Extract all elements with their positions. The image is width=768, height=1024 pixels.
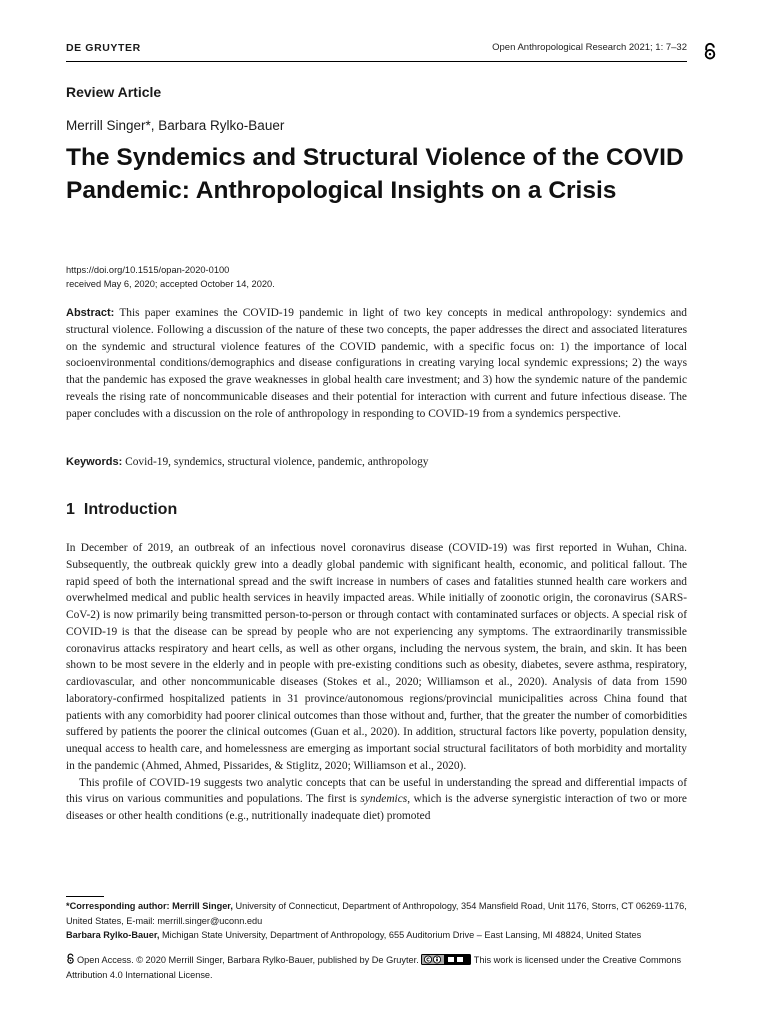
article-type: Review Article <box>66 84 162 100</box>
section-heading <box>66 501 177 519</box>
paragraph-2-end: , which is the adverse synergistic interaction of two or more diseases or other health conditions (e.g., nutritionally inadequate diet) promoted <box>66 793 687 822</box>
journal-reference: Open Anthropological Research 2021; 1: 7–32 <box>492 42 687 53</box>
cc-by-badge-icon[interactable] <box>421 954 471 965</box>
corresponding-author-label: *Corresponding author: Merrill Singer, <box>66 901 233 911</box>
open-access-small-icon <box>66 953 75 964</box>
second-author-label: Barbara Rylko-Bauer, <box>66 930 160 940</box>
section-number: 1 <box>66 501 75 518</box>
license-statement <box>66 953 687 982</box>
corresponding-author-affiliation: University of Connecticut, Department of Anthropology, 354 Mansfield Road, Unit 1176, Storrs, CT 06269-1176, United States, E-mail: merrill.singer@uconn.edu <box>66 901 687 926</box>
body-paragraph-2 <box>66 775 687 825</box>
publisher-name: DE GRUYTER <box>66 42 141 54</box>
article-meta <box>66 264 275 291</box>
license-text-start: Open Access. © 2020 Merrill Singer, Barbara Rylko-Bauer, published by De Gruyter. <box>77 955 419 965</box>
article-title: The Syndemics and Structural Violence of the COVID Pandemic: Anthropological Insights on a Crisis <box>66 144 684 204</box>
keywords-label: Keywords: <box>66 456 123 468</box>
license-text-end: This work is licensed under the Creative Commons Attribution 4.0 International License. <box>66 955 682 980</box>
abstract-label: Abstract: <box>66 307 115 319</box>
abstract-text: This paper examines the COVID-19 pandemic in light of two key concepts in medical anthropology: syndemics and structural violence. Following a discussion of the nature of these two concepts, the paper addresses the direct and associated literatures on the syndemic and structural violence features of the COVID pandemic, with a specific focus on: 1) the importance of local socioenvironmental conditions/demographics and disease configurations in creating varying local syndemic expressions; 2) the ways that the pandemic has exposed the grave weaknesses in global health care investment; and 3) how the syndemic nature of the pandemic reveals the rising rate of noncommunicable diseases and their potential for interaction with current and future infectious disease. The paper concludes with a discussion on the role of anthropology in responding to COVID-19 from a syndemics perspective. <box>66 307 687 420</box>
body-paragraph-1: In December of 2019, an outbreak of an infectious novel coronavirus disease (COVID-19) was first reported in Wuhan, China. Subsequently, the outbreak quickly grew into a deadly global pandemic with significant health, economic, and political fallout. The rapid speed of both the international spread and the swift increase in numbers of cases and fatalities stunned health care workers and overwhelmed medical and public health services in heavily impacted areas. While initially of zoonotic origin, the coronavirus (SARS-CoV-2) is now primarily being transmitted person-to-person or through contact with contaminated surfaces or objects. A special risk of COVID-19 is that the disease can be spread by people who are not experiencing any symptoms. The extraordinarily transmissible coronavirus attacks respiratory and heart cells, as well as other organs, including the nervous system, the brain, and skin. It has been shown to be most severe in the elderly and in people with pre-existing conditions such as obesity, diabetes, severe asthma, respiratory, cardiovascular, and other noncommunicable diseases (Stokes et al., 2020; Williamson et al., 2020). Analysis of data from 1590 laboratory-confirmed hospitalized patients in 31 province/autonomous regions/provincial municipalities across China found that patients with any comorbidity had poorer clinical outcomes than those without and, further, that the greater the number of comorbidities suffered by patients the poorer the clinical outcomes (Guan et al., 2020). In addition, structural factors like poverty, population density, unequal access to health care, and homelessness are emerging as important social structural facilitators of both morbidity and mortality in the pandemic (Ahmed, Ahmed, Pissarides, & Stiglitz, 2020; Williamson et al., 2020). <box>66 542 687 772</box>
author-list: Merrill Singer*, Barbara Rylko-Bauer <box>66 118 285 133</box>
running-head <box>66 40 687 60</box>
doi-link[interactable]: https://doi.org/10.1515/opan-2020-0100 <box>66 265 230 275</box>
keywords <box>66 456 687 468</box>
footnotes <box>66 899 687 943</box>
header-rule <box>66 61 687 62</box>
second-author-note <box>66 928 687 943</box>
footnote-rule <box>66 896 104 897</box>
corresponding-author-note <box>66 899 687 928</box>
section-title: Introduction <box>83 501 178 518</box>
syndemics-term: syndemics <box>360 793 408 806</box>
second-author-affiliation: Michigan State University, Department of Anthropology, 655 Auditorium Drive – East Lansing, MI 48824, United States <box>159 930 642 940</box>
paragraph-2-start: This profile of COVID-19 suggests two analytic concepts that can be useful in understanding the spread and differential impacts of this virus on various communities and populations. The first is <box>66 776 687 806</box>
open-access-icon <box>703 42 717 60</box>
keywords-text: Covid-19, syndemics, structural violence, pandemic, anthropology <box>125 456 429 468</box>
abstract <box>66 305 687 423</box>
body-text <box>66 540 687 825</box>
received-accepted-dates: received May 6, 2020; accepted October 14, 2020. <box>66 278 275 289</box>
